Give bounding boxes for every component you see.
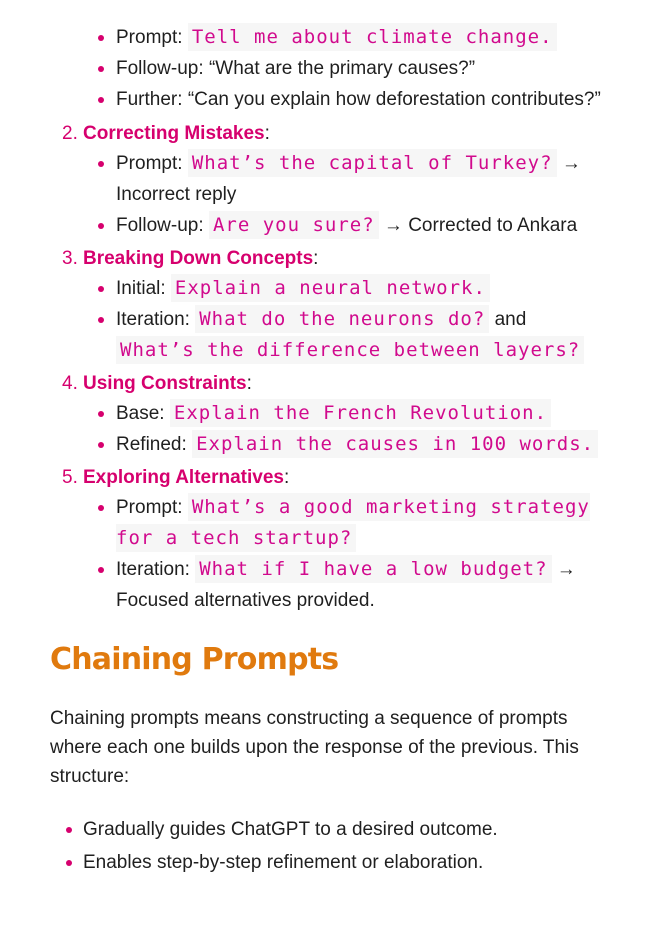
list-item	[116, 210, 604, 241]
item-suffix: → Corrected to Ankara	[378, 215, 578, 236]
item-label: Iteration:	[116, 309, 190, 330]
code-snippet: Are you sure?	[209, 211, 379, 239]
item-title: Breaking Down Concepts	[83, 248, 314, 269]
code-snippet: What’s the capital of Turkey?	[188, 149, 557, 177]
sublist	[83, 148, 604, 241]
item-text: “What are the primary causes?”	[208, 58, 476, 79]
item-suffix: → Incorrect reply	[116, 153, 581, 205]
code-snippet: What’s a good marketing strategy for a tech startup?	[116, 493, 590, 552]
item-suffix: → Focused alternatives provided.	[116, 559, 576, 611]
list-item	[116, 492, 604, 554]
list-item	[116, 84, 604, 115]
list-item	[116, 148, 604, 210]
item-label: Initial:	[116, 278, 166, 299]
item-number: 4.	[62, 373, 78, 394]
list-item: Enables step-by-step refinement or elaboration.	[83, 846, 604, 879]
code-snippet: What’s the difference between layers?	[116, 336, 584, 364]
item-label: Follow-up:	[116, 215, 204, 236]
item-label: Prompt:	[116, 27, 183, 48]
list-item: Gradually guides ChatGPT to a desired outcome.	[83, 813, 604, 846]
list-item	[116, 22, 604, 53]
code-snippet: Tell me about climate change.	[188, 23, 557, 51]
list-item	[116, 554, 604, 616]
list-item	[116, 53, 604, 84]
item-label: Follow-up:	[116, 58, 204, 79]
numbered-item: 5. Exploring Alternatives: Prompt: What’s a good marketing strategy for a tech startup? Iteration: What if I have a low budget? → Focused alternatives provided.	[83, 464, 604, 616]
code-snippet: Explain a neural network.	[171, 274, 490, 302]
numbered-list	[50, 120, 604, 616]
item-label: Prompt:	[116, 153, 183, 174]
sublist	[83, 492, 604, 616]
list-item	[116, 273, 604, 304]
item-number: 2.	[62, 123, 78, 144]
numbered-item: 3. Breaking Down Concepts: Initial: Explain a neural network. Iteration: What do the neurons do? and What’s the difference between layers?	[83, 245, 604, 366]
code-snippet: What if I have a low budget?	[195, 555, 551, 583]
section-heading: Chaining Prompts	[50, 642, 339, 677]
list-item	[116, 429, 604, 460]
list-item	[116, 304, 604, 366]
code-snippet: Explain the French Revolution.	[170, 399, 551, 427]
section-paragraph: Chaining prompts means constructing a sequence of prompts where each one builds upon the response of the previous. This structure:	[50, 708, 579, 787]
initial-sublist	[50, 0, 604, 115]
sublist	[83, 273, 604, 366]
item-text: “Can you explain how deforestation contributes?”	[187, 89, 601, 110]
item-number: 3.	[62, 248, 78, 269]
item-label: Refined:	[116, 434, 187, 455]
code-snippet: What do the neurons do?	[195, 305, 489, 333]
item-title: Correcting Mistakes	[83, 123, 265, 144]
section-bullets	[50, 813, 604, 879]
item-connector: and	[489, 309, 527, 330]
item-title: Exploring Alternatives	[83, 467, 284, 488]
item-label: Prompt:	[116, 497, 183, 518]
item-label: Further:	[116, 89, 183, 110]
list-item	[116, 398, 604, 429]
code-snippet: Explain the causes in 100 words.	[192, 430, 598, 458]
numbered-item: 2. Correcting Mistakes: Prompt: What’s the capital of Turkey? → Incorrect reply Follow-up: Are you sure? → Corrected to Ankara	[83, 120, 604, 241]
item-number: 5.	[62, 467, 78, 488]
item-title: Using Constraints	[83, 373, 247, 394]
item-label: Iteration:	[116, 559, 190, 580]
numbered-item: 4. Using Constraints: Base: Explain the French Revolution. Refined: Explain the causes in 100 words.	[83, 370, 604, 460]
item-label: Base:	[116, 403, 165, 424]
sublist	[83, 398, 604, 460]
